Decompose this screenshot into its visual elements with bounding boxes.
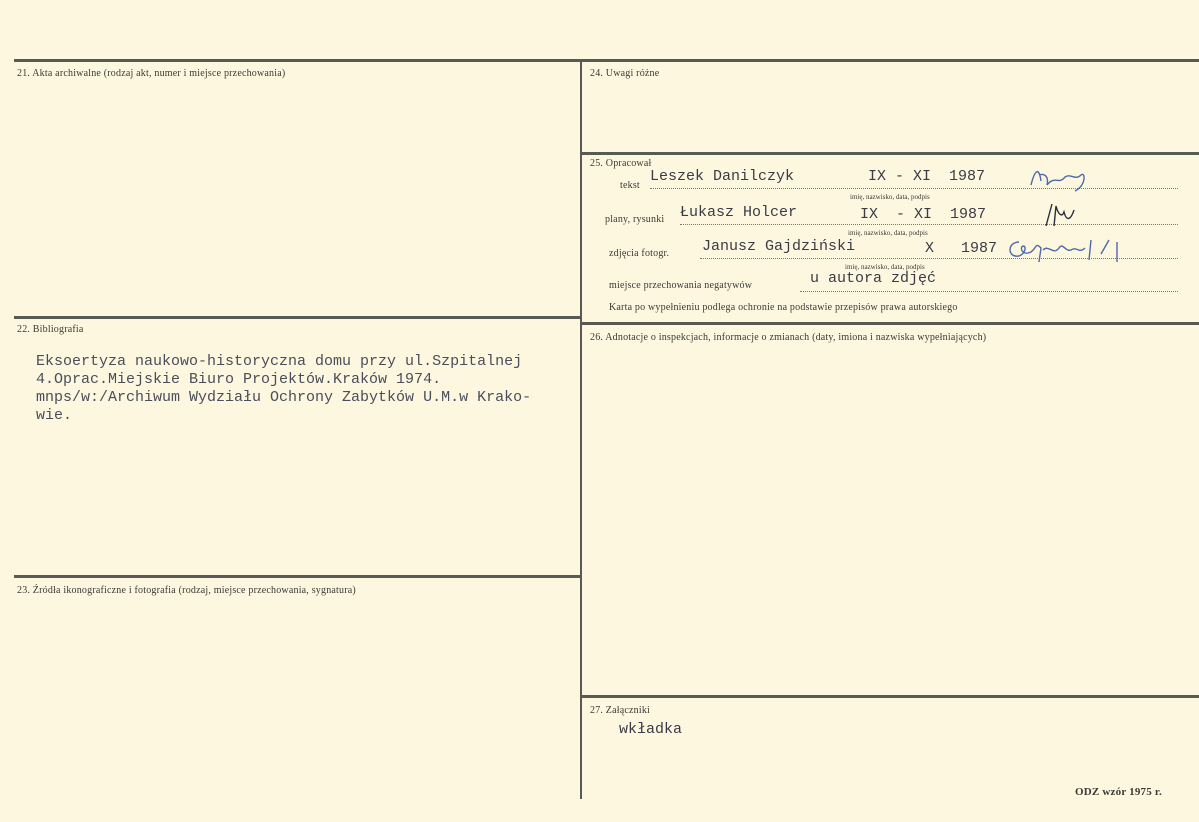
zdjecia-author: Janusz Gajdziński — [702, 238, 856, 255]
signature-tekst — [1025, 163, 1095, 193]
bibliography-line: 4.Oprac.Miejskie Biuro Projektów.Kraków 1974. — [36, 371, 442, 388]
section-24-label: 24. Uwagi różne — [590, 68, 660, 79]
section-21-label: 21. Akta archiwalne (rodzaj akt, numer i miejsce przechowania) — [17, 68, 286, 79]
rule-25 — [582, 152, 1199, 155]
zdjecia-label: zdjęcia fotogr. — [609, 248, 670, 259]
miejsce-line — [800, 291, 1178, 292]
bibliography-line: Eksoertyza naukowo-historyczna domu przy ul.Szpitalnej — [36, 353, 523, 370]
plany-date: IX - XI 1987 — [860, 206, 987, 223]
bibliography-text — [36, 353, 576, 425]
tekst-date: IX - XI 1987 — [868, 168, 986, 185]
plany-author: Łukasz Holcer — [680, 204, 798, 221]
plany-line — [680, 224, 1178, 225]
center-divider — [580, 59, 582, 799]
signature-plany — [1040, 200, 1080, 230]
section-26-label: 26. Adnotacje o inspekcjach, informacje o zmianach (daty, imiona i nazwiska wypełniających) — [590, 332, 987, 343]
bibliography-line: mnps/w:/Archiwum Wydziału Ochrony Zabytków U.M.w Krako- — [36, 389, 532, 406]
attachment-value: wkładka — [619, 721, 683, 738]
tekst-author: Leszek Danilczyk — [650, 168, 795, 185]
plany-caption: imię, nazwisko, data, podpis — [848, 229, 928, 237]
rule-26 — [582, 322, 1199, 325]
tekst-line — [650, 188, 1178, 189]
copyright-note: Karta po wypełnieniu podlega ochronie na podstawie przepisów prawa autorskiego — [609, 302, 958, 313]
miejsce-value: u autora zdjęć — [810, 270, 937, 287]
tekst-caption: imię, nazwisko, data, podpis — [850, 193, 930, 201]
rule-22 — [14, 316, 580, 319]
bibliography-line: wie. — [36, 407, 73, 424]
rule-23 — [14, 575, 580, 578]
zdjecia-date: X 1987 — [925, 240, 998, 257]
plany-label: plany, rysunki — [605, 214, 665, 225]
form-footer: ODZ wzór 1975 r. — [1075, 786, 1162, 798]
rule-27 — [582, 695, 1199, 698]
section-23-label: 23. Źródła ikonograficzne i fotografia (rodzaj, miejsce przechowania, sygnatura) — [17, 585, 356, 596]
signature-zdjecia — [1005, 234, 1145, 264]
section-25-label: 25. Opracował — [590, 158, 652, 169]
tekst-label: tekst — [620, 180, 640, 191]
section-22-label: 22. Bibliografia — [17, 324, 84, 335]
top-rule — [14, 59, 1199, 62]
zdjecia-caption: imię, nazwisko, data, podpis — [845, 263, 925, 271]
miejsce-label: miejsce przechowania negatywów — [609, 280, 753, 291]
section-27-label: 27. Załączniki — [590, 705, 650, 716]
